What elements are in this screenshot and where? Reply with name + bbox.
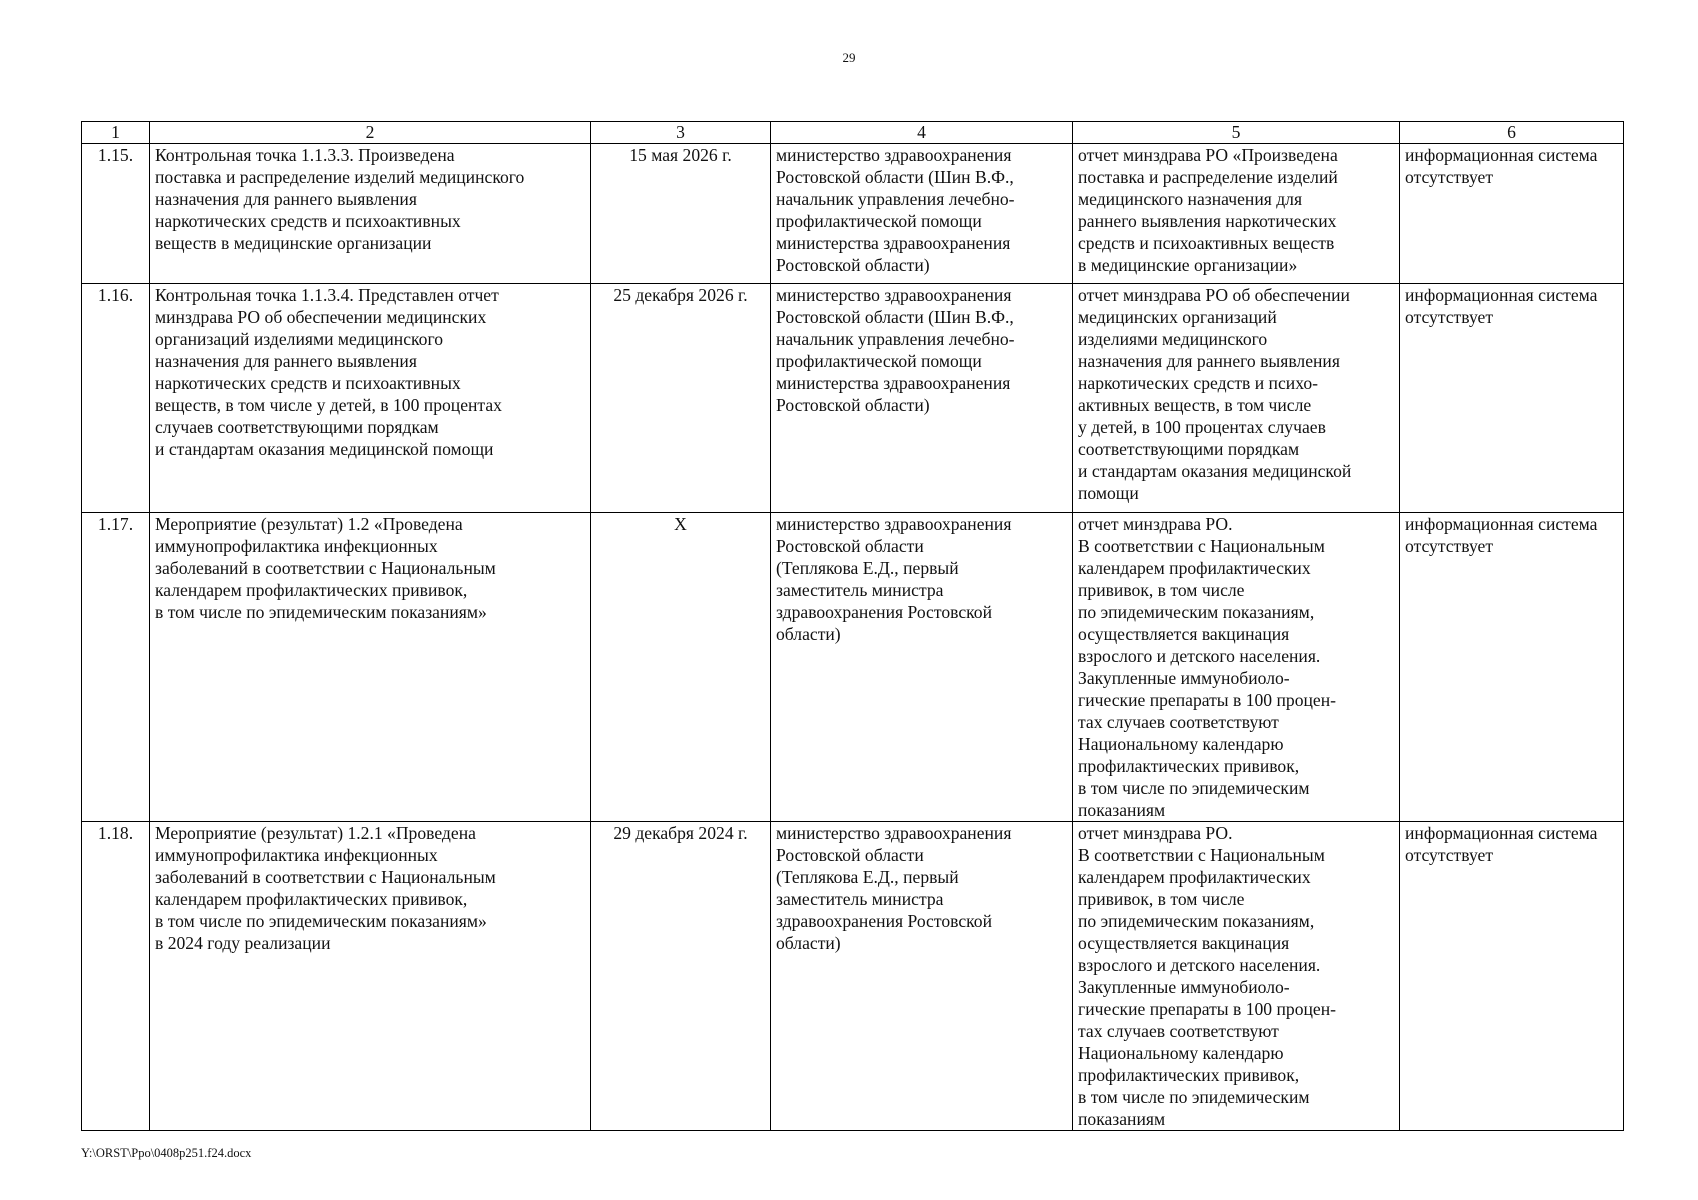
measure-name-cell	[150, 513, 591, 822]
row-number-cell: 1.15.	[82, 144, 150, 284]
cell-line: календарем профилактических прививок,	[155, 580, 468, 600]
cell-line: профилактических прививок,	[1078, 1065, 1300, 1085]
column-header-3: 3	[591, 122, 771, 144]
cell-line: минздрава РО об обеспечении медицинских	[155, 307, 487, 327]
cell-line: отчет минздрава РО «Произведена	[1078, 145, 1338, 165]
cell-line: медицинских организаций	[1078, 307, 1277, 327]
cell-line: иммунопрофилактика инфекционных	[155, 536, 438, 556]
cell-line: (Теплякова Е.Д., первый	[776, 558, 959, 578]
cell-line: по эпидемическим показаниям,	[1078, 911, 1315, 931]
cell-line: взрослого и детского населения.	[1078, 646, 1321, 666]
cell-line: здравоохранения Ростовской	[776, 602, 993, 622]
responsible-cell	[771, 144, 1073, 284]
measures-table	[81, 121, 1624, 1131]
deadline-cell: 29 декабря 2024 г.	[591, 822, 771, 1131]
cell-line: случаев соответствующими порядкам	[155, 417, 439, 437]
row-number-cell: 1.18.	[82, 822, 150, 1131]
cell-line: в том числе по эпидемическим показаниям»	[155, 911, 487, 931]
measure-name-cell	[150, 284, 591, 513]
information-system-cell	[1400, 513, 1624, 822]
cell-line: отчет минздрава РО.	[1078, 823, 1233, 843]
document-cell	[1073, 513, 1400, 822]
cell-line: у детей, в 100 процентах случаев	[1078, 417, 1326, 437]
deadline-cell: 15 мая 2026 г.	[591, 144, 771, 284]
cell-line: организаций изделиями медицинского	[155, 329, 444, 349]
cell-line: наркотических средств и психоактивных	[155, 373, 461, 393]
cell-line: профилактической помощи	[776, 351, 982, 371]
cell-line: Мероприятие (результат) 1.2.1 «Проведена	[155, 823, 476, 843]
cell-line: назначения для раннего выявления	[155, 351, 417, 371]
column-number-row	[82, 122, 1624, 144]
cell-line: помощи	[1078, 483, 1139, 503]
cell-line: области)	[776, 933, 841, 953]
cell-line: осуществляется вакцинация	[1078, 624, 1290, 644]
cell-line: здравоохранения Ростовской	[776, 911, 993, 931]
cell-line: заместитель министра	[776, 889, 944, 909]
cell-line: информационная система	[1405, 514, 1598, 534]
cell-line: отчет минздрава РО об обеспечении	[1078, 285, 1350, 305]
cell-line: средств и психоактивных веществ	[1078, 233, 1335, 253]
cell-line: Национальному календарю	[1078, 1043, 1284, 1063]
responsible-cell	[771, 822, 1073, 1131]
cell-line: поставка и распределение изделий	[1078, 167, 1338, 187]
deadline-cell: 25 декабря 2026 г.	[591, 284, 771, 513]
cell-line: Ростовской области	[776, 845, 924, 865]
cell-line: Ростовской области (Шин В.Ф.,	[776, 307, 1014, 327]
cell-line: медицинского назначения для	[1078, 189, 1303, 209]
table-row	[82, 513, 1624, 822]
document-cell	[1073, 822, 1400, 1131]
cell-line: активных веществ, в том числе	[1078, 395, 1312, 415]
cell-line: Контрольная точка 1.1.3.4. Представлен отчет	[155, 285, 499, 305]
cell-line: тах случаев соответствуют	[1078, 1021, 1279, 1041]
cell-line: Ростовской области (Шин В.Ф.,	[776, 167, 1014, 187]
row-number-cell: 1.17.	[82, 513, 150, 822]
cell-line: отсутствует	[1405, 536, 1494, 556]
cell-line: прививок, в том числе	[1078, 580, 1245, 600]
cell-line: прививок, в том числе	[1078, 889, 1245, 909]
cell-line: отсутствует	[1405, 307, 1494, 327]
cell-line: тах случаев соответствуют	[1078, 712, 1279, 732]
cell-line: календарем профилактических прививок,	[155, 889, 468, 909]
row-number-cell: 1.16.	[82, 284, 150, 513]
cell-line: министерство здравоохранения	[776, 145, 1012, 165]
cell-line: изделиями медицинского	[1078, 329, 1268, 349]
cell-line: профилактических прививок,	[1078, 756, 1300, 776]
table-row	[82, 284, 1624, 513]
page-number: 29	[842, 50, 856, 65]
cell-line: календарем профилактических	[1078, 867, 1311, 887]
cell-line: отсутствует	[1405, 845, 1494, 865]
column-header-4: 4	[771, 122, 1073, 144]
document-cell	[1073, 144, 1400, 284]
measure-name-cell	[150, 144, 591, 284]
cell-line: Контрольная точка 1.1.3.3. Произведена	[155, 145, 455, 165]
cell-line: показаниям	[1078, 1109, 1166, 1129]
cell-line: В соответствии с Национальным	[1078, 845, 1325, 865]
cell-line: начальник управления лечебно-	[776, 329, 1015, 349]
column-header-2: 2	[150, 122, 591, 144]
cell-line: осуществляется вакцинация	[1078, 933, 1290, 953]
cell-line: назначения для раннего выявления	[155, 189, 417, 209]
cell-line: Закупленные иммунобиоло-	[1078, 668, 1290, 688]
cell-line: информационная система	[1405, 823, 1598, 843]
cell-line: информационная система	[1405, 145, 1598, 165]
cell-line: показаниям	[1078, 800, 1166, 820]
cell-line: раннего выявления наркотических	[1078, 211, 1337, 231]
table-row	[82, 822, 1624, 1131]
document-cell	[1073, 284, 1400, 513]
cell-line: Ростовской области)	[776, 255, 930, 275]
measure-name-cell	[150, 822, 591, 1131]
column-header-1: 1	[82, 122, 150, 144]
cell-line: гические препараты в 100 процен-	[1078, 690, 1337, 710]
cell-line: заболеваний в соответствии с Национальным	[155, 558, 496, 578]
cell-line: в 2024 году реализации	[155, 933, 331, 953]
cell-line: в том числе по эпидемическим	[1078, 778, 1310, 798]
cell-line: и стандартам оказания медицинской	[1078, 461, 1352, 481]
cell-line: министерство здравоохранения	[776, 514, 1012, 534]
cell-line: области)	[776, 624, 841, 644]
cell-line: веществ в медицинские организации	[155, 233, 432, 253]
cell-line: отчет минздрава РО.	[1078, 514, 1233, 534]
cell-line: календарем профилактических	[1078, 558, 1311, 578]
cell-line: заболеваний в соответствии с Национальным	[155, 867, 496, 887]
cell-line: веществ, в том числе у детей, в 100 процентах	[155, 395, 502, 415]
cell-line: поставка и распределение изделий медицинского	[155, 167, 525, 187]
cell-line: в том числе по эпидемическим показаниям»	[155, 602, 487, 622]
information-system-cell	[1400, 144, 1624, 284]
cell-line: (Теплякова Е.Д., первый	[776, 867, 959, 887]
cell-line: министерства здравоохранения	[776, 373, 1011, 393]
cell-line: взрослого и детского населения.	[1078, 955, 1321, 975]
cell-line: Ростовской области	[776, 536, 924, 556]
cell-line: гические препараты в 100 процен-	[1078, 999, 1337, 1019]
cell-line: соответствующими порядкам	[1078, 439, 1300, 459]
cell-line: заместитель министра	[776, 580, 944, 600]
cell-line: наркотических средств и психоактивных	[155, 211, 461, 231]
cell-line: Мероприятие (результат) 1.2 «Проведена	[155, 514, 463, 534]
cell-line: Ростовской области)	[776, 395, 930, 415]
cell-line: министерство здравоохранения	[776, 823, 1012, 843]
table-row	[82, 144, 1624, 284]
cell-line: иммунопрофилактика инфекционных	[155, 845, 438, 865]
cell-line: в том числе по эпидемическим	[1078, 1087, 1310, 1107]
column-header-6: 6	[1400, 122, 1624, 144]
responsible-cell	[771, 284, 1073, 513]
responsible-cell	[771, 513, 1073, 822]
file-path-footer: Y:\ORST\Ppo\0408p251.f24.docx	[81, 1146, 252, 1160]
cell-line: и стандартам оказания медицинской помощи	[155, 439, 494, 459]
cell-line: наркотических средств и психо-	[1078, 373, 1318, 393]
cell-line: информационная система	[1405, 285, 1598, 305]
cell-line: министерства здравоохранения	[776, 233, 1011, 253]
cell-line: отсутствует	[1405, 167, 1494, 187]
cell-line: министерство здравоохранения	[776, 285, 1012, 305]
information-system-cell	[1400, 284, 1624, 513]
cell-line: начальник управления лечебно-	[776, 189, 1015, 209]
information-system-cell	[1400, 822, 1624, 1131]
cell-line: профилактической помощи	[776, 211, 982, 231]
deadline-cell: Х	[591, 513, 771, 822]
cell-line: Национальному календарю	[1078, 734, 1284, 754]
cell-line: по эпидемическим показаниям,	[1078, 602, 1315, 622]
cell-line: Закупленные иммунобиоло-	[1078, 977, 1290, 997]
column-header-5: 5	[1073, 122, 1400, 144]
cell-line: в медицинские организации»	[1078, 255, 1298, 275]
cell-line: назначения для раннего выявления	[1078, 351, 1340, 371]
cell-line: В соответствии с Национальным	[1078, 536, 1325, 556]
